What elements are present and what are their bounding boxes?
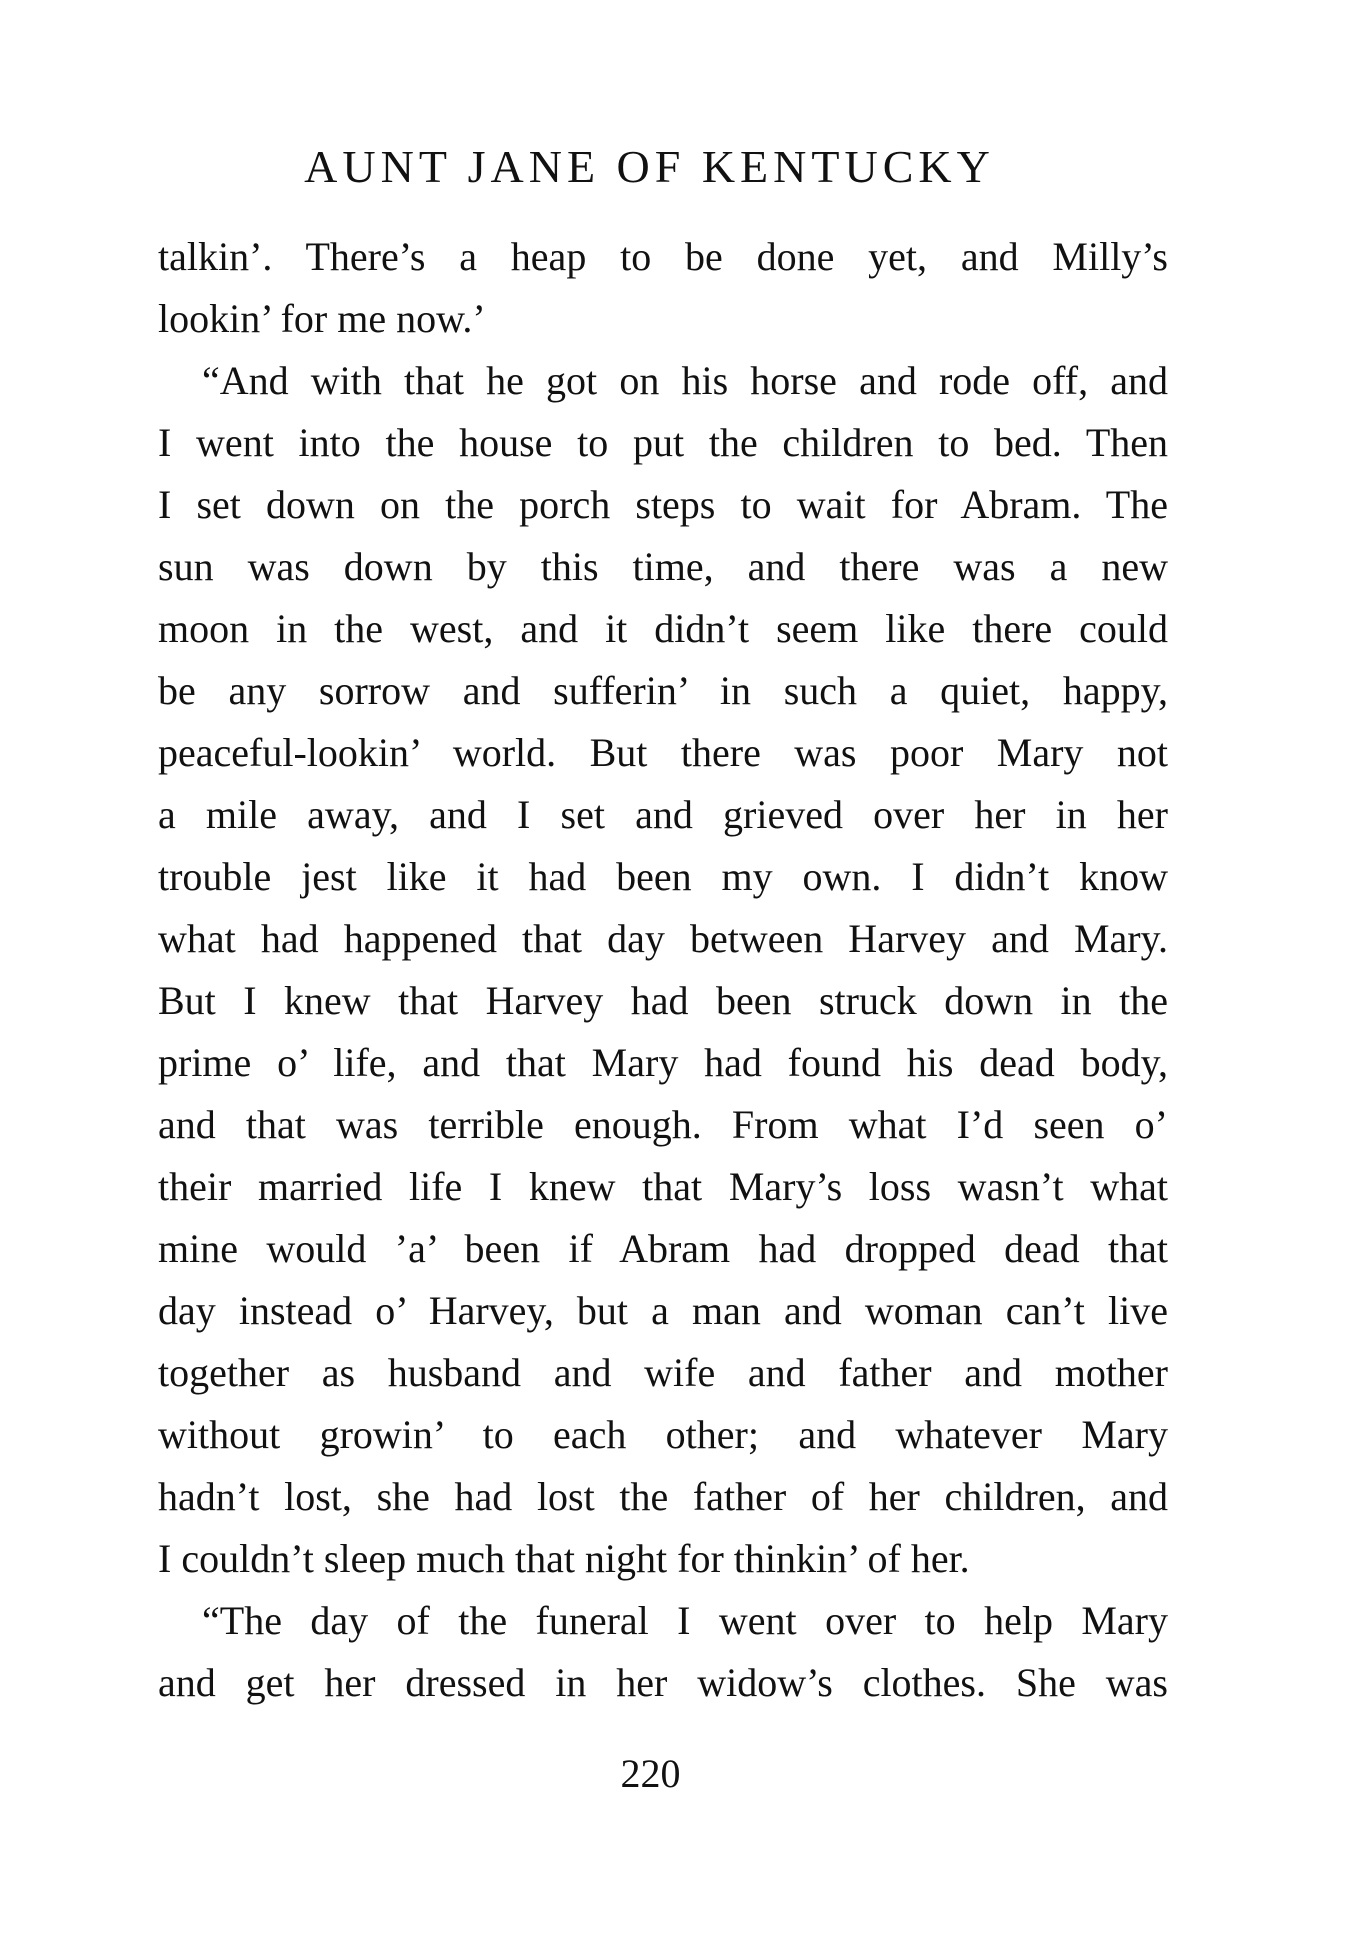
text-line: trouble jest like it had been my own. I didn’t know: [158, 854, 1168, 899]
paragraph: [158, 1590, 1168, 1714]
text-line: “The day of the funeral I went over to help Mary: [202, 1598, 1168, 1643]
text-line: moon in the west, and it didn’t seem like there could: [158, 606, 1168, 651]
text-line: day instead o’ Harvey, but a man and woman can’t live: [158, 1288, 1168, 1333]
text-line: I set down on the porch steps to wait for Abram. The: [158, 482, 1168, 527]
text-line: and get her dressed in her widow’s clothes. She was: [158, 1660, 1168, 1705]
text-line: I went into the house to put the children to bed. Then: [158, 420, 1168, 465]
text-line: a mile away, and I set and grieved over her in her: [158, 792, 1168, 837]
text-line: lookin’ for me now.’: [158, 296, 486, 341]
text-line: sun was down by this time, and there was a new: [158, 544, 1168, 589]
text-line: talkin’. There’s a heap to be done yet, and Milly’s: [158, 234, 1168, 279]
text-line: mine would ’a’ been if Abram had dropped dead that: [158, 1226, 1168, 1271]
text-line: prime o’ life, and that Mary had found his dead body,: [158, 1040, 1168, 1085]
paragraph: [158, 350, 1168, 1590]
text-line: I couldn’t sleep much that night for thinkin’ of her.: [158, 1536, 970, 1581]
running-head: AUNT JANE OF KENTUCKY: [304, 141, 995, 192]
paragraph: [158, 226, 1168, 350]
text-line: without growin’ to each other; and whatever Mary: [158, 1412, 1168, 1457]
body-text: [158, 226, 1168, 1714]
text-line: and that was terrible enough. From what I’d seen o’: [158, 1102, 1168, 1147]
text-line: their married life I knew that Mary’s loss wasn’t what: [158, 1164, 1168, 1209]
text-line: be any sorrow and sufferin’ in such a quiet, happy,: [158, 668, 1168, 713]
text-line: what had happened that day between Harvey and Mary.: [158, 916, 1168, 961]
page-number: 220: [620, 1751, 681, 1796]
text-line: peaceful-lookin’ world. But there was poor Mary not: [158, 730, 1168, 775]
text-line: hadn’t lost, she had lost the father of her children, and: [158, 1474, 1168, 1519]
text-line: “And with that he got on his horse and rode off, and: [202, 358, 1168, 403]
text-line: But I knew that Harvey had been struck down in the: [158, 978, 1168, 1023]
text-line: together as husband and wife and father and mother: [158, 1350, 1168, 1395]
